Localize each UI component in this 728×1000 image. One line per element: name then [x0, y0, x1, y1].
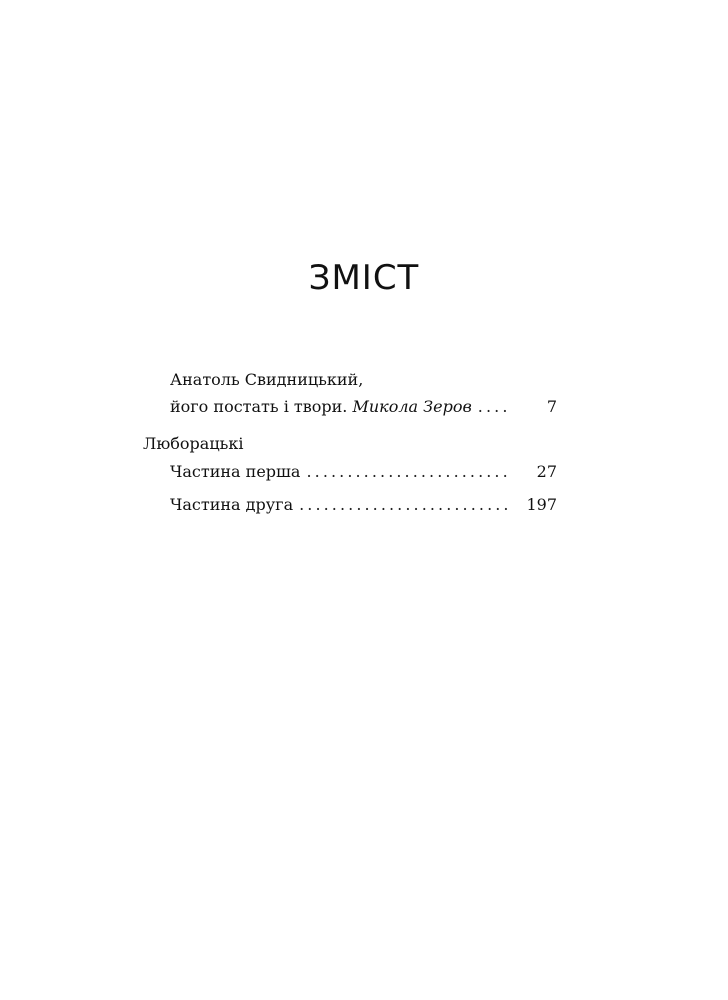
- toc-entry-part-two[interactable]: [143, 491, 557, 518]
- toc-entry-essay-line2: [170, 393, 557, 420]
- toc-entry-title: Анатоль Свидницький,: [170, 370, 364, 389]
- dot-leader: [306, 458, 507, 485]
- section-title: Люборацькі: [143, 434, 244, 453]
- toc-entry-author: Микола Зеров: [352, 397, 472, 416]
- toc-page-number: 27: [536, 462, 557, 481]
- toc-entry-essay-line1: [170, 366, 557, 393]
- toc-entry-line: [170, 458, 557, 485]
- dot-leader: [299, 491, 507, 518]
- toc-entry-line: [170, 491, 557, 518]
- table-of-contents: [143, 366, 557, 518]
- dot-leader: [478, 393, 506, 420]
- toc-entry-title: Частина друга: [170, 495, 294, 514]
- toc-page-number: 197: [526, 495, 557, 514]
- page-title: ЗМІСТ: [308, 258, 420, 298]
- toc-entry-title: Частина перша: [170, 462, 301, 481]
- toc-entry-part-one[interactable]: [143, 458, 557, 485]
- toc-entry-essay[interactable]: [143, 366, 557, 420]
- toc-page-number: 7: [546, 397, 557, 416]
- toc-entry-title-continued: його постать і твори.: [170, 397, 348, 416]
- toc-section-heading: [143, 430, 557, 458]
